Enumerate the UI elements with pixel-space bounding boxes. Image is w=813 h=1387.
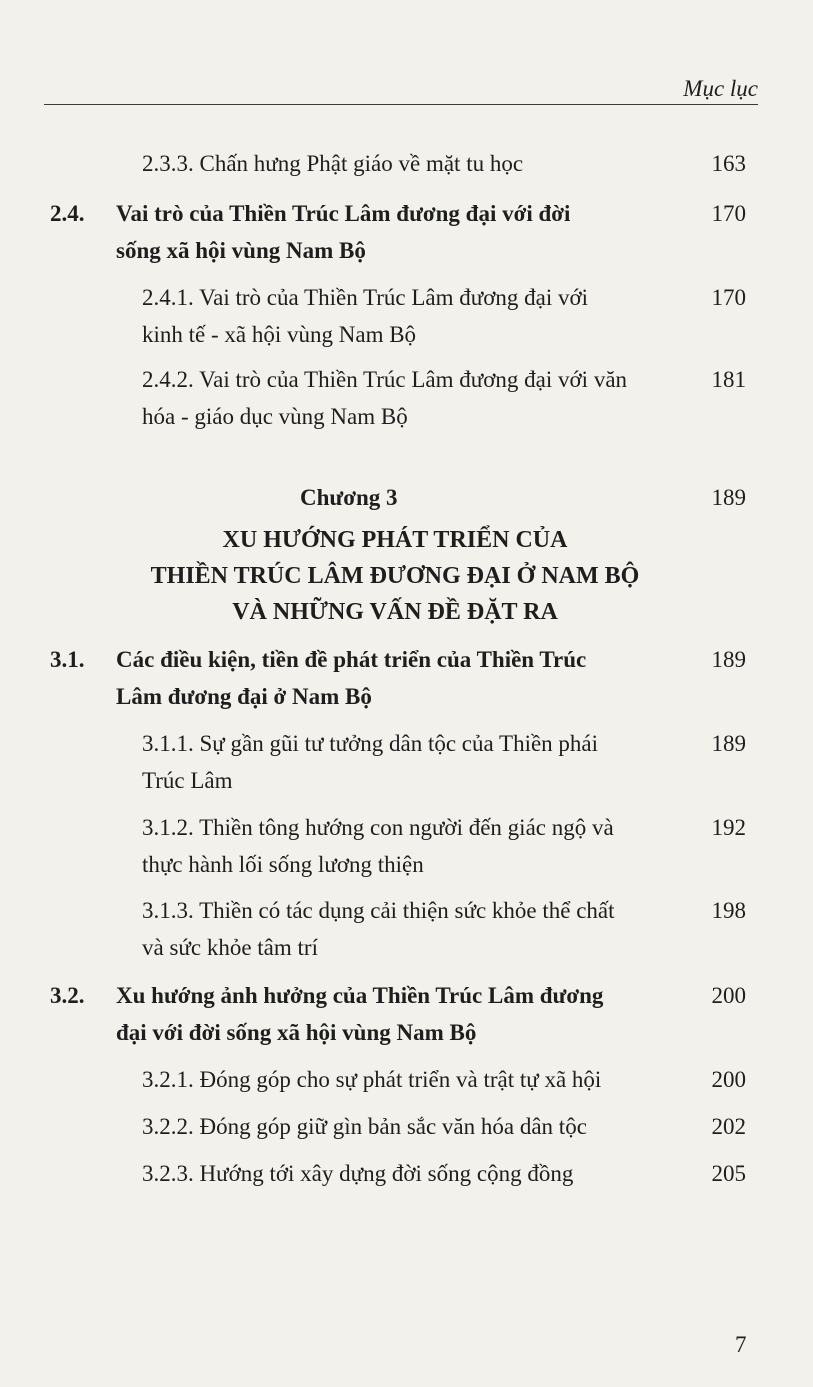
entry-text-line2: sống xã hội vùng Nam Bộ — [116, 238, 366, 263]
entry-page: 200 — [711, 1067, 746, 1092]
running-header — [44, 74, 758, 105]
chapter-page: 189 — [711, 485, 746, 510]
entry-text-line2: và sức khỏe tâm trí — [142, 935, 318, 960]
entry-number: 3.1. — [50, 647, 85, 672]
chapter-title — [100, 522, 690, 630]
entry-text: 2.3.3. Chấn hưng Phật giáo về mặt tu học — [142, 151, 524, 176]
chapter-title-line1: XU HƯỚNG PHÁT TRIỂN CỦA — [222, 527, 568, 553]
entry-text-line2: thực hành lối sống lương thiện — [142, 852, 424, 877]
entry-page: 170 — [711, 201, 746, 226]
entry-text-line1: Các điều kiện, tiền đề phát triển của Thiền Trúc — [116, 647, 587, 672]
entry-text-line2: Trúc Lâm — [142, 768, 233, 793]
entry-text: 3.2.2. Đóng góp giữ gìn bản sắc văn hóa dân tộc — [142, 1114, 587, 1139]
entry-page: 181 — [711, 367, 746, 392]
entry-text-line1: Xu hướng ảnh hưởng của Thiền Trúc Lâm đương — [116, 983, 604, 1008]
entry-number: 2.4. — [50, 201, 85, 226]
entry-text-line2: Lâm đương đại ở Nam Bộ — [116, 684, 372, 709]
entry-page: 163 — [711, 151, 746, 176]
entry-page: 192 — [711, 815, 746, 840]
entry-text-line2: kinh tế - xã hội vùng Nam Bộ — [142, 322, 417, 347]
entry-text-line1: 3.1.1. Sự gần gũi tư tưởng dân tộc của Thiền phái — [142, 731, 599, 756]
entry-text-line2: đại với đời sống xã hội vùng Nam Bộ — [116, 1020, 477, 1045]
entry-page: 202 — [711, 1114, 746, 1139]
entry-page: 198 — [711, 898, 746, 923]
entry-text-line1: 3.1.3. Thiền có tác dụng cải thiện sức khỏe thể chất — [142, 898, 615, 923]
chapter-title-line3: VÀ NHỮNG VẤN ĐỀ ĐẶT RA — [232, 599, 558, 625]
entry-text-line2: hóa - giáo dục vùng Nam Bộ — [142, 404, 408, 429]
entry-text: 3.2.3. Hướng tới xây dựng đời sống cộng đồng — [142, 1161, 574, 1186]
chapter-title-line2: THIỀN TRÚC LÂM ĐƯƠNG ĐẠI Ở NAM BỘ — [150, 563, 640, 589]
entry-page: 189 — [711, 731, 746, 756]
entry-text-line1: 3.1.2. Thiền tông hướng con người đến giác ngộ và — [142, 815, 614, 840]
entry-page: 170 — [711, 285, 746, 310]
chapter-label: Chương 3 — [300, 485, 398, 510]
entry-text-line1: 2.4.1. Vai trò của Thiền Trúc Lâm đương đại với — [142, 285, 589, 310]
entry-page: 205 — [711, 1161, 746, 1186]
entry-page: 189 — [711, 647, 746, 672]
entry-page: 200 — [711, 983, 746, 1008]
entry-text-line1: Vai trò của Thiền Trúc Lâm đương đại với đời — [116, 201, 571, 226]
entry-text-line1: 2.4.2. Vai trò của Thiền Trúc Lâm đương đại với văn — [142, 367, 628, 392]
header-title: Mục lục — [683, 76, 758, 101]
entry-number: 3.2. — [50, 983, 85, 1008]
entry-text: 3.2.1. Đóng góp cho sự phát triển và trật tự xã hội — [142, 1067, 602, 1092]
page-number: 7 — [735, 1332, 747, 1357]
